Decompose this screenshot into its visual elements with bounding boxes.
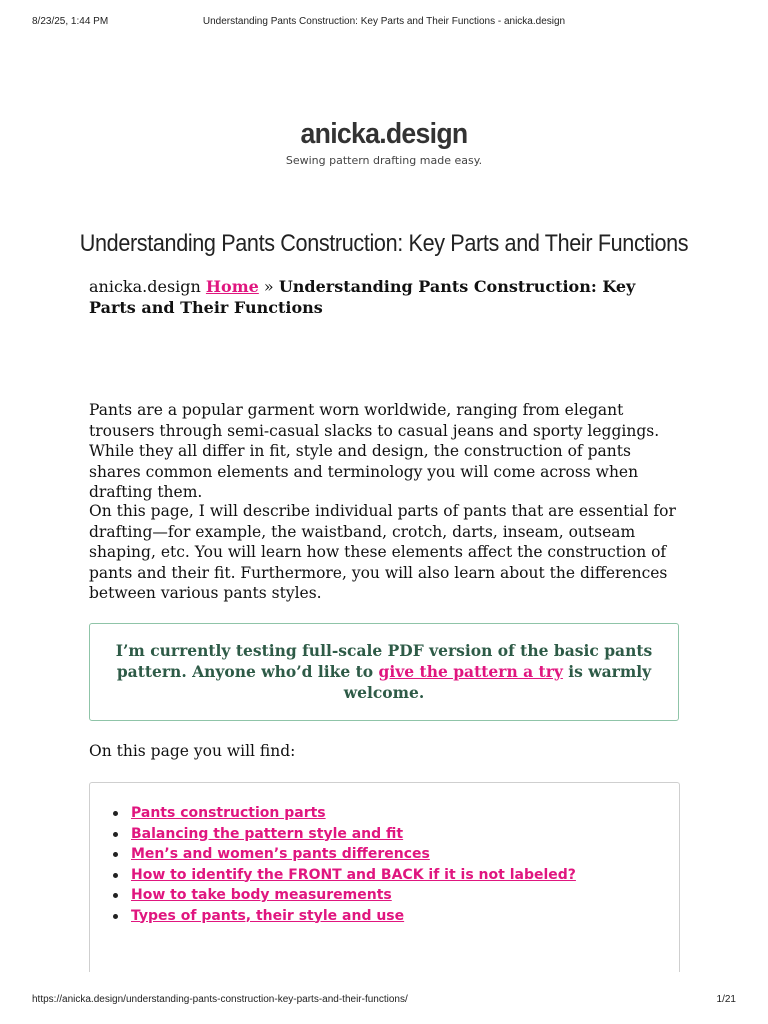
breadcrumb-separator: »	[263, 277, 274, 296]
toc-label: On this page you will find:	[89, 742, 296, 760]
breadcrumb-site: anicka.design	[89, 277, 201, 296]
toc-link-balancing[interactable]: Balancing the pattern style and fit	[131, 825, 404, 842]
bullet-icon	[113, 893, 118, 898]
testing-notice-box	[89, 623, 679, 721]
toc-list	[110, 803, 576, 926]
print-datetime: 8/23/25, 1:44 PM	[32, 16, 109, 27]
toc-link-men-women[interactable]: Men’s and women’s pants differences	[131, 846, 430, 862]
toc-link-measurements[interactable]: How to take body measurements	[131, 887, 392, 903]
page-title: Understanding Pants Construction: Key Parts and Their Functions	[79, 230, 689, 257]
breadcrumb	[89, 276, 679, 318]
intro-paragraph: Pants are a popular garment worn worldwide, ranging from elegant trousers through semi-casual slacks to casual jeans and sporty leggings. While they all differ in fit, style and design, the construction of pants shares common elements and terminology you will come across when drafting them.	[89, 401, 660, 501]
toc-link-front-back[interactable]: How to identify the FRONT and BACK if it is not labeled?	[131, 866, 576, 883]
notice-try-pattern-link[interactable]: give the pattern a try	[378, 662, 563, 681]
bullet-icon	[113, 873, 118, 878]
bullet-icon	[113, 811, 118, 816]
breadcrumb-home-link[interactable]: Home	[205, 277, 259, 296]
print-page-number: 1/21	[716, 994, 736, 1005]
toc-item	[110, 865, 576, 886]
bullet-icon	[113, 852, 118, 857]
toc-item	[110, 803, 576, 824]
breadcrumb-current: Understanding Pants Construction: Key Parts and Their Functions	[89, 277, 636, 317]
print-footer	[32, 994, 736, 1008]
print-document-title: Understanding Pants Construction: Key Parts and Their Functions - anicka.design	[202, 16, 566, 27]
notice-text-before: I’m currently testing full-scale PDF version of the basic pants pattern. Anyone who’d like to	[115, 641, 653, 681]
site-title[interactable]: anicka.design	[300, 118, 468, 150]
bullet-icon	[113, 832, 118, 837]
toc-item	[110, 844, 576, 865]
toc-item	[110, 906, 576, 927]
toc-item	[110, 885, 576, 906]
print-url: https://anicka.design/understanding-pants-construction-key-parts-and-their-functions/	[32, 994, 408, 1005]
toc-item	[110, 824, 576, 845]
site-tagline: Sewing pattern drafting made easy.	[285, 154, 483, 167]
toc-link-construction-parts[interactable]: Pants construction parts	[131, 805, 326, 821]
notice-text-after: is warmly welcome.	[343, 662, 652, 702]
table-of-contents	[89, 782, 680, 972]
description-paragraph: On this page, I will describe individual parts of pants that are essential for drafting—for example, the waistband, crotch, darts, inseam, outseam shaping, etc. You will learn how these elements affect the construction of pants and their fit. Furthermore, you will also learn about the differences between various pants styles.	[89, 502, 676, 602]
bullet-icon	[113, 914, 118, 919]
toc-link-types[interactable]: Types of pants, their style and use	[131, 907, 405, 924]
print-header	[32, 16, 736, 30]
